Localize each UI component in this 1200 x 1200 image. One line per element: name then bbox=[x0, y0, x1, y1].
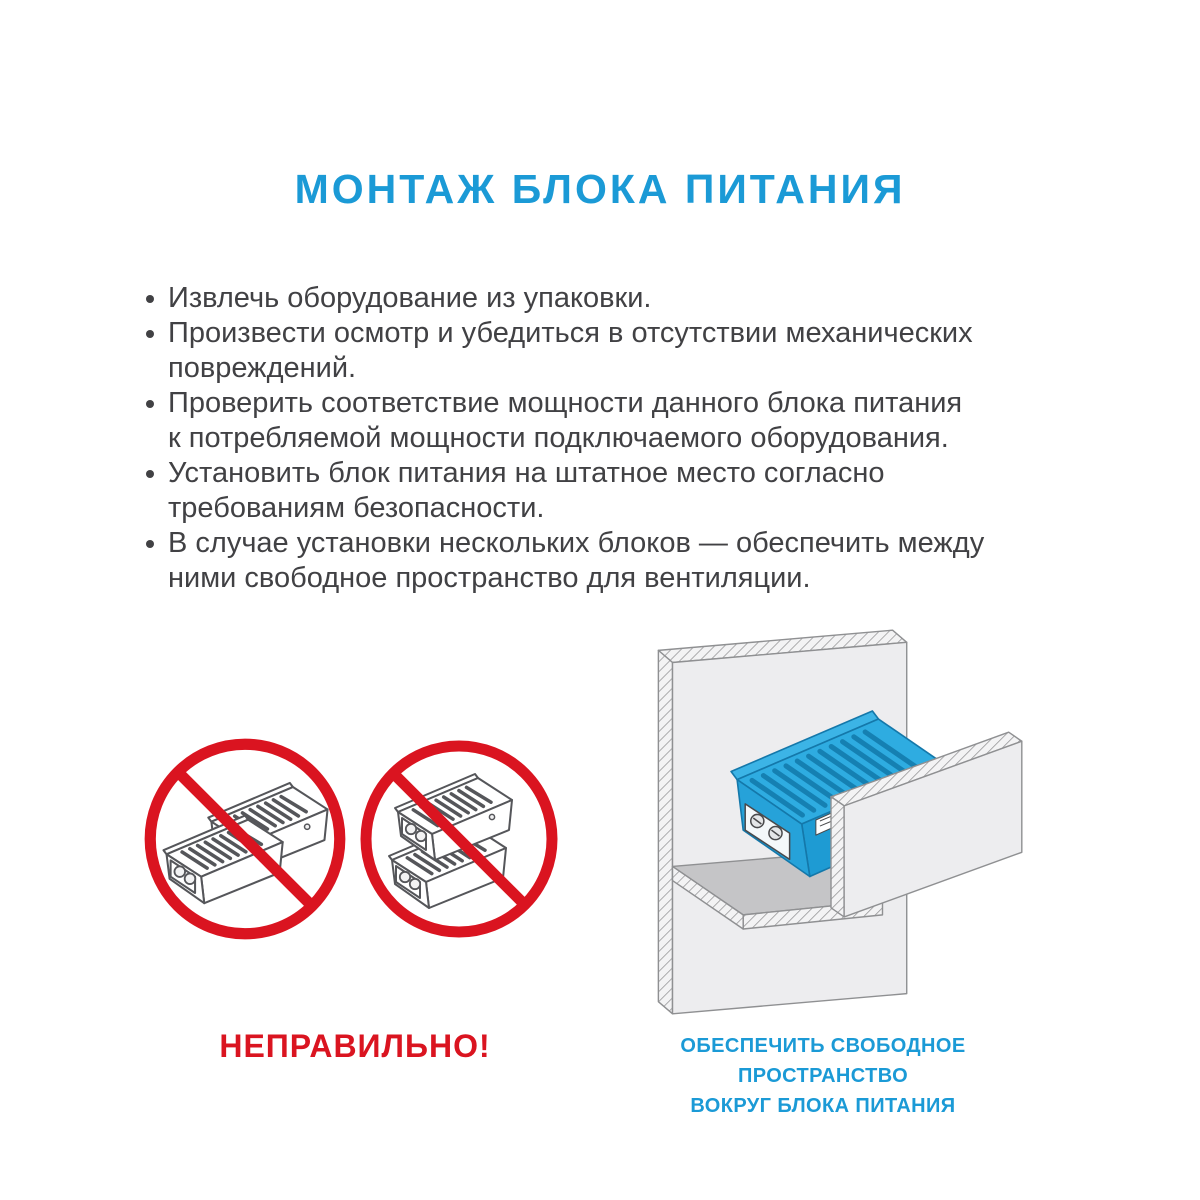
caption-line-2: ВОКРУГ БЛОКА ПИТАНИЯ bbox=[690, 1095, 956, 1117]
instruction-item bbox=[146, 386, 1066, 456]
caption-line-1: ОБЕСПЕЧИТЬ СВОБОДНОЕ ПРОСТРАНСТВО bbox=[680, 1035, 966, 1087]
instruction-text: Установить блок питания на штатное место согласно bbox=[168, 457, 885, 489]
instruction-text: Проверить соответствие мощности данного блока питания bbox=[168, 387, 963, 419]
instruction-text: повреждений. bbox=[168, 352, 357, 384]
free-space-caption bbox=[598, 1031, 1048, 1121]
instruction-item bbox=[146, 316, 1066, 386]
bullet-dot bbox=[146, 330, 154, 338]
no-side-by-side-mounting-icon bbox=[138, 732, 352, 946]
no-stacked-mounting-icon bbox=[354, 734, 564, 944]
instruction-text: к потребляемой мощности подключаемого оборудования. bbox=[168, 422, 949, 454]
instruction-text: Произвести осмотр и убедиться в отсутствии механических bbox=[168, 317, 973, 349]
installation-illustration bbox=[618, 612, 1042, 1032]
bullet-dot bbox=[146, 540, 154, 548]
instruction-text: Извлечь оборудование из упаковки. bbox=[168, 282, 652, 314]
instruction-text: требованиям безопасности. bbox=[168, 492, 545, 524]
instruction-item bbox=[146, 456, 1066, 526]
instruction-text: ними свободное пространство для вентиляции. bbox=[168, 562, 811, 594]
instruction-text: В случае установки нескольких блоков — обеспечить между bbox=[168, 527, 985, 559]
page-title: МОНТАЖ БЛОКА ПИТАНИЯ bbox=[294, 166, 906, 212]
instruction-item bbox=[146, 526, 1066, 596]
wrong-label: НЕПРАВИЛЬНО! bbox=[219, 1028, 491, 1064]
instruction-item bbox=[146, 281, 1066, 316]
bullet-dot bbox=[146, 400, 154, 408]
bullet-dot bbox=[146, 470, 154, 478]
bullet-dot bbox=[146, 295, 154, 303]
instructions-list bbox=[146, 281, 1066, 596]
